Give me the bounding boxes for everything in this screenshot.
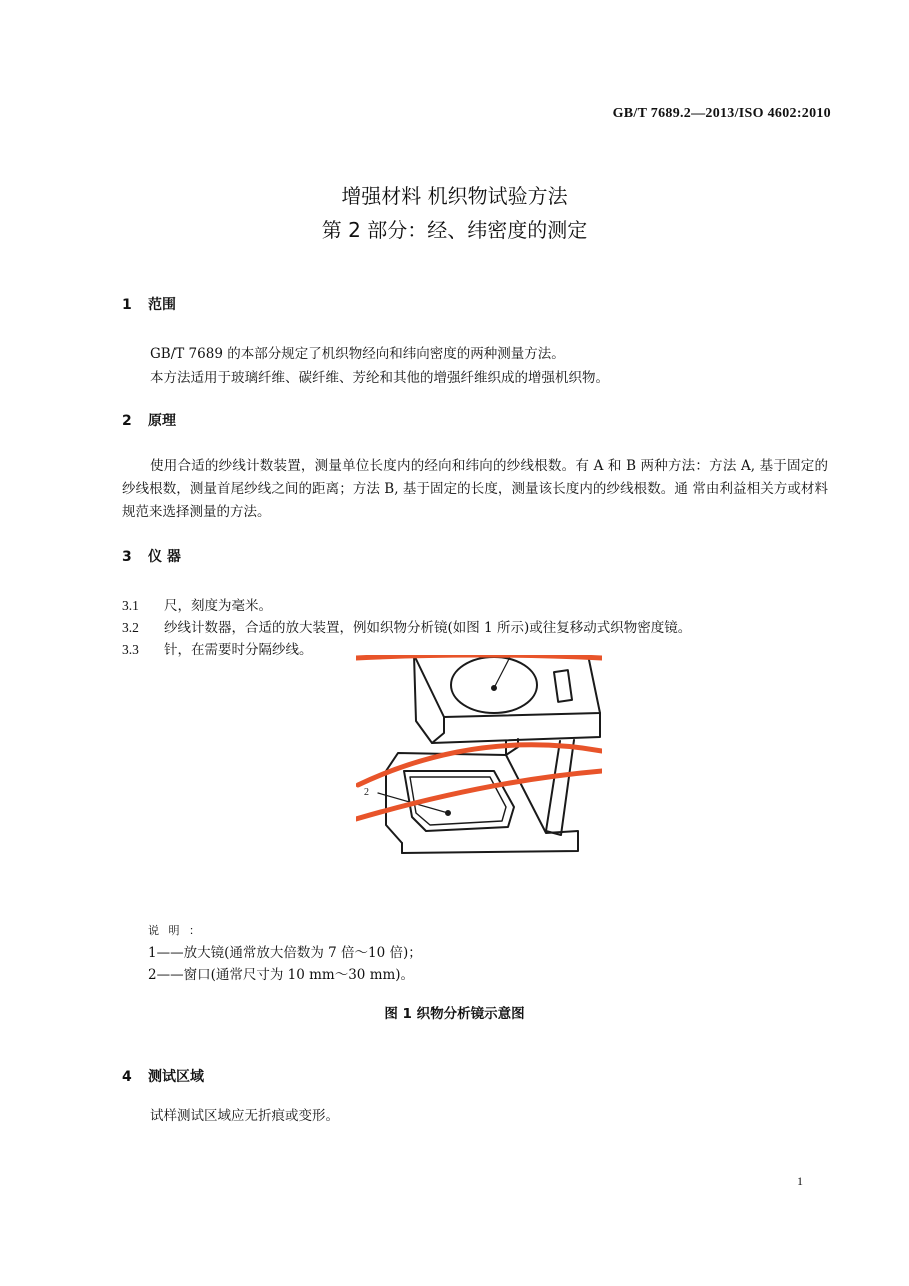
item-text: 尺，刻度为毫米。 xyxy=(164,598,272,614)
section-title: 仪 器 xyxy=(148,549,181,565)
section-2-heading xyxy=(122,410,176,430)
section-3-heading xyxy=(122,546,181,566)
section-4-heading xyxy=(122,1066,204,1086)
figure-notes-heading: 说 明 ： xyxy=(148,924,203,937)
scale-slot xyxy=(554,670,572,702)
section-title: 测试区域 xyxy=(148,1069,204,1085)
section-number: 3 xyxy=(122,549,132,565)
item-3-1 xyxy=(122,594,272,614)
section-1-paragraph-1: GB/T 7689 的本部分规定了机织物经向和纬向密度的两种测量方法。 xyxy=(150,346,565,362)
arc-top xyxy=(356,655,602,658)
section-title: 原理 xyxy=(148,413,176,429)
section-1-paragraph-2: 本方法适用于玻璃纤维、碳纤维、芳纶和其他的增强纤维织成的增强机织物。 xyxy=(150,370,609,386)
item-number: 3.3 xyxy=(122,642,139,657)
item-text: 针，在需要时分隔纱线。 xyxy=(164,642,313,658)
item-3-2 xyxy=(122,616,691,636)
fabric-analysis-glass-figure xyxy=(356,655,602,860)
leg-right xyxy=(546,740,574,835)
document-title-line2: 第 2 部分：经、纬密度的测定 xyxy=(321,218,588,242)
page-number: 1 xyxy=(797,1174,803,1188)
section-title: 范围 xyxy=(148,297,176,313)
section-1-heading xyxy=(122,294,176,314)
standard-code: GB/T 7689.2—2013/ISO 4602:2010 xyxy=(612,106,831,121)
section-number: 1 xyxy=(122,297,132,313)
section-4-paragraph: 试样测试区域应无折痕或变形。 xyxy=(150,1108,339,1124)
document-title-line1: 增强材料 机织物试验方法 xyxy=(341,184,568,208)
figure-note-2: 2——窗口(通常尺寸为 10 mm～30 mm)。 xyxy=(148,967,415,983)
figure-caption: 图 1 织物分析镜示意图 xyxy=(384,1006,525,1022)
arc-middle xyxy=(358,745,602,785)
section-number: 2 xyxy=(122,413,132,429)
item-3-3 xyxy=(122,638,313,658)
item-text: 纱线计数器，合适的放大装置，例如织物分析镜(如图 1 所示)或往复移动式织物密度镜。 xyxy=(164,620,692,636)
section-number: 4 xyxy=(122,1069,132,1085)
figure-note-1: 1——放大镜(通常放大倍数为 7 倍～10 倍)； xyxy=(148,945,422,961)
section-2-paragraph: 使用合适的纱线计数装置，测量单位长度内的经向和纬向的纱线根数。有 A 和 B 两种方法：方法 A, 基于固定的纱线根数，测量首尾纱线之间的距离；方法 B, 基于固定的长度，测量该长度内的纱线根数。通 常由利益相关方或材料规范来选择测量的方法。 xyxy=(122,458,828,520)
item-number: 3.2 xyxy=(122,620,139,635)
item-number: 3.1 xyxy=(122,598,139,613)
lens-plate xyxy=(414,655,600,717)
callout-label-2: 2 xyxy=(364,787,369,798)
